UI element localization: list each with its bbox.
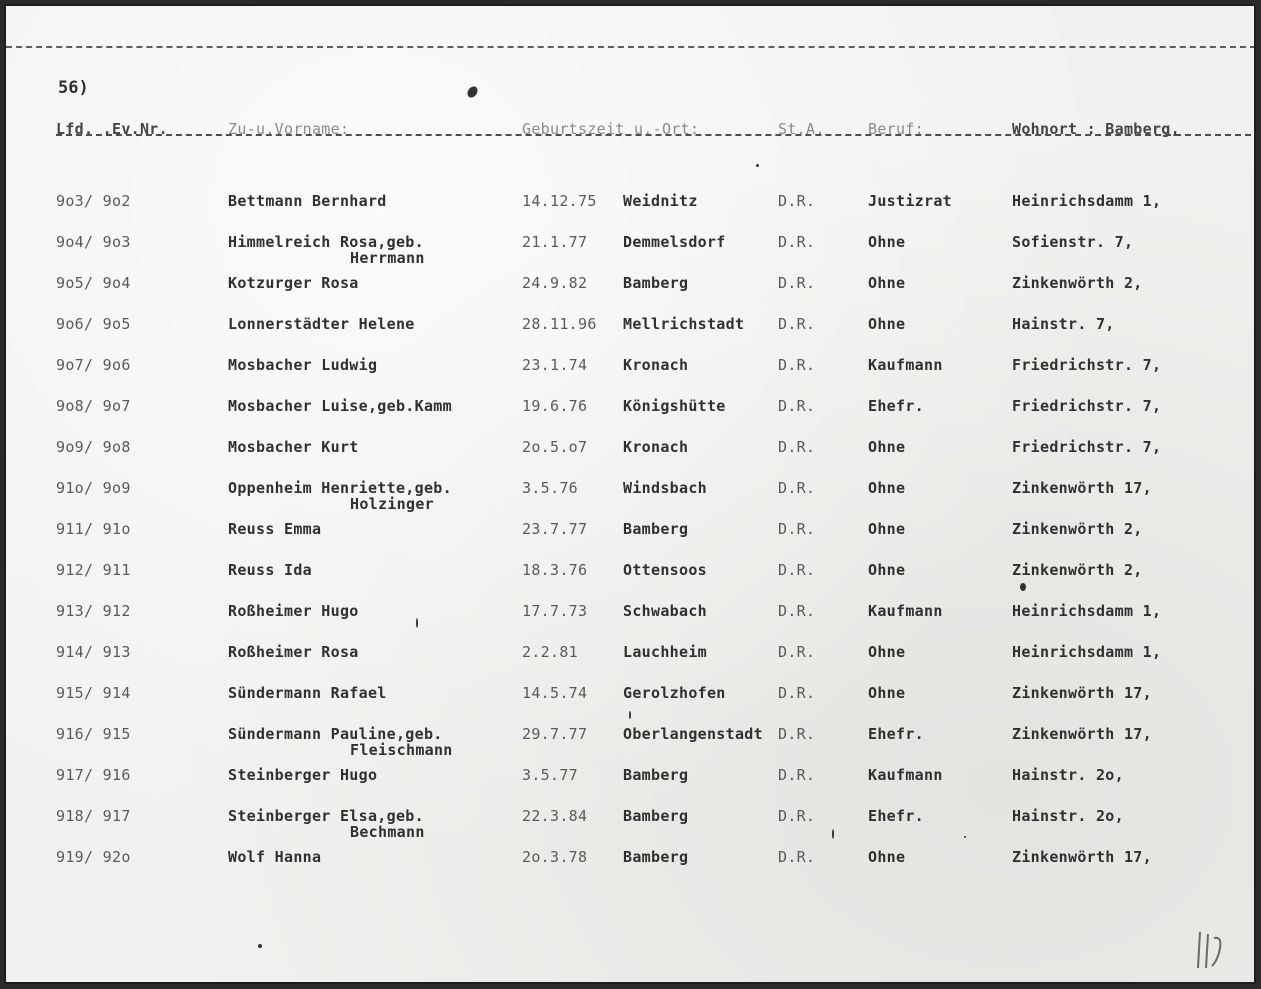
entry-birth-date-text: 19.6.76 xyxy=(522,397,588,415)
entry-citizenship-text: D.R. xyxy=(778,274,816,292)
entry-birth-place-text: Schwabach xyxy=(623,602,707,620)
entry-name-text: Reuss Emma xyxy=(228,520,322,538)
entry-citizenship xyxy=(778,520,815,538)
entry-birth-place xyxy=(623,561,707,579)
entry-address xyxy=(1012,397,1161,415)
entry-birth-place-text: Gerolzhofen xyxy=(623,684,726,702)
entry-name-text: Himmelreich Rosa,geb. xyxy=(228,233,424,251)
table-row xyxy=(6,561,1256,601)
entry-citizenship xyxy=(778,356,815,374)
entry-birth-date-text: 29.7.77 xyxy=(522,725,588,743)
entry-occupation-text: Ohne xyxy=(868,684,906,702)
entry-birth-date xyxy=(522,438,587,456)
entry-birth-place xyxy=(623,643,707,661)
entry-birth-date xyxy=(522,356,587,374)
entry-address-text: Heinrichsdamm 1, xyxy=(1012,192,1162,210)
entry-name xyxy=(228,315,415,333)
table-row xyxy=(6,315,1256,355)
entry-occupation-text: Ohne xyxy=(868,479,906,497)
entry-name-text: Lonnerstädter Helene xyxy=(228,315,415,333)
header-nr: Lfd. .Ev.Nr. xyxy=(56,120,168,138)
entry-number-text: 9o6/ 9o5 xyxy=(56,315,131,333)
entry-birth-date xyxy=(522,520,587,538)
entry-name-text: Mosbacher Luise,geb.Kamm xyxy=(228,397,452,415)
entry-birth-place-text: Oberlangenstadt xyxy=(623,725,763,743)
page-number: 56) xyxy=(58,78,89,98)
entry-name xyxy=(228,438,359,456)
entry-maiden-name: Fleischmann xyxy=(350,741,453,759)
entry-occupation-text: Ohne xyxy=(868,520,906,538)
entry-citizenship-text: D.R. xyxy=(778,520,816,538)
entry-birth-date-text: 3.5.76 xyxy=(522,479,578,497)
entry-name-text: Roßheimer Rosa xyxy=(228,643,359,661)
entry-maiden-name: Holzinger xyxy=(350,495,434,513)
entry-name-text: Bettmann Bernhard xyxy=(228,192,387,210)
entry-birth-place-text: Bamberg xyxy=(623,807,689,825)
entry-birth-place-text: Bamberg xyxy=(623,274,689,292)
entry-birth-date-text: 2o.5.o7 xyxy=(522,438,588,456)
entry-birth-place-text: Windsbach xyxy=(623,479,707,497)
entry-birth-place xyxy=(623,848,688,866)
entry-birth-date xyxy=(522,233,587,251)
entry-number-text: 919/ 92o xyxy=(56,848,131,866)
entry-address-text: Friedrichstr. 7, xyxy=(1012,438,1162,456)
table-row xyxy=(6,807,1256,847)
entry-number xyxy=(56,725,131,743)
entry-occupation-text: Ehefr. xyxy=(868,725,924,743)
entry-citizenship xyxy=(778,766,815,784)
entry-number xyxy=(56,192,131,210)
entry-citizenship xyxy=(778,725,815,743)
entry-citizenship xyxy=(778,561,815,579)
entry-birth-place-text: Bamberg xyxy=(623,520,689,538)
entry-birth-date xyxy=(522,725,587,743)
entry-occupation xyxy=(868,725,924,743)
entry-address xyxy=(1012,315,1115,333)
entry-number xyxy=(56,274,131,292)
speck xyxy=(756,164,759,167)
table-row xyxy=(6,233,1256,273)
entry-name-text: Reuss Ida xyxy=(228,561,312,579)
entry-name xyxy=(228,766,377,784)
entry-birth-date xyxy=(522,274,587,292)
table-row xyxy=(6,602,1256,642)
entry-address-text: Friedrichstr. 7, xyxy=(1012,356,1162,374)
entry-birth-place-text: Königshütte xyxy=(623,397,726,415)
entry-name xyxy=(228,848,321,866)
entry-occupation xyxy=(868,315,905,333)
header-sta: St.A. xyxy=(778,120,825,138)
entry-address-text: Heinrichsdamm 1, xyxy=(1012,643,1162,661)
entry-number-text: 913/ 912 xyxy=(56,602,131,620)
table-row xyxy=(6,643,1256,683)
entry-number xyxy=(56,807,131,825)
entry-citizenship xyxy=(778,315,815,333)
entry-number xyxy=(56,479,131,497)
entry-occupation-text: Ohne xyxy=(868,848,906,866)
entry-occupation-text: Ehefr. xyxy=(868,397,924,415)
entry-address xyxy=(1012,602,1161,620)
entry-number-text: 9o9/ 9o8 xyxy=(56,438,131,456)
entry-address xyxy=(1012,561,1143,579)
entry-birth-date xyxy=(522,766,578,784)
entry-birth-date xyxy=(522,807,587,825)
entry-address xyxy=(1012,356,1161,374)
entry-occupation xyxy=(868,848,905,866)
entry-occupation-text: Ohne xyxy=(868,438,906,456)
entry-address-text: Zinkenwörth 2, xyxy=(1012,274,1143,292)
entry-name xyxy=(228,561,312,579)
table-row xyxy=(6,274,1256,314)
entry-birth-place xyxy=(623,766,688,784)
entry-address xyxy=(1012,643,1161,661)
speck xyxy=(629,711,631,719)
header-name: Zu-u.Vorname: xyxy=(228,120,350,138)
entry-number-text: 9o7/ 9o6 xyxy=(56,356,131,374)
entry-citizenship xyxy=(778,602,815,620)
entry-citizenship xyxy=(778,438,815,456)
entry-name xyxy=(228,192,387,210)
table-row xyxy=(6,479,1256,519)
entry-citizenship xyxy=(778,397,815,415)
entry-occupation xyxy=(868,766,943,784)
entry-address-text: Hainstr. 2o, xyxy=(1012,807,1124,825)
entry-name-text: Mosbacher Ludwig xyxy=(228,356,378,374)
table-row xyxy=(6,766,1256,806)
entry-address-text: Heinrichsdamm 1, xyxy=(1012,602,1162,620)
entry-birth-place-text: Mellrichstadt xyxy=(623,315,745,333)
entry-birth-date xyxy=(522,479,578,497)
entry-number-text: 9o8/ 9o7 xyxy=(56,397,131,415)
entry-citizenship xyxy=(778,643,815,661)
entry-birth-place-text: Weidnitz xyxy=(623,192,698,210)
entry-birth-place xyxy=(623,684,726,702)
entry-birth-place-text: Lauchheim xyxy=(623,643,707,661)
entry-birth-place-text: Ottensoos xyxy=(623,561,707,579)
entry-citizenship xyxy=(778,274,815,292)
entry-address xyxy=(1012,725,1152,743)
entry-birth-place xyxy=(623,356,688,374)
entry-citizenship-text: D.R. xyxy=(778,561,816,579)
entry-birth-date-text: 2o.3.78 xyxy=(522,848,588,866)
entry-number xyxy=(56,643,131,661)
entry-birth-place xyxy=(623,438,688,456)
entry-name xyxy=(228,397,452,415)
entry-birth-place xyxy=(623,602,707,620)
entry-birth-date-text: 21.1.77 xyxy=(522,233,588,251)
entry-citizenship-text: D.R. xyxy=(778,725,816,743)
entry-birth-date xyxy=(522,561,587,579)
table-row xyxy=(6,192,1256,232)
entry-address xyxy=(1012,274,1143,292)
entry-birth-place xyxy=(623,725,763,743)
entry-citizenship-text: D.R. xyxy=(778,315,816,333)
entry-birth-place xyxy=(623,233,726,251)
entry-address xyxy=(1012,192,1161,210)
entry-name-text: Wolf Hanna xyxy=(228,848,322,866)
entry-address xyxy=(1012,848,1152,866)
entry-occupation xyxy=(868,397,924,415)
entry-address-text: Zinkenwörth 17, xyxy=(1012,848,1152,866)
entry-birth-date xyxy=(522,848,587,866)
entry-occupation xyxy=(868,684,905,702)
entry-citizenship-text: D.R. xyxy=(778,643,816,661)
entry-birth-date xyxy=(522,602,587,620)
entry-occupation xyxy=(868,356,943,374)
entry-birth-place xyxy=(623,274,688,292)
register-table xyxy=(6,6,1256,984)
entry-citizenship xyxy=(778,848,815,866)
entry-number xyxy=(56,684,131,702)
table-row xyxy=(6,684,1256,724)
entry-number-text: 915/ 914 xyxy=(56,684,131,702)
entry-birth-place-text: Bamberg xyxy=(623,766,689,784)
entry-birth-date-text: 2.2.81 xyxy=(522,643,578,661)
entry-number-text: 9o3/ 9o2 xyxy=(56,192,131,210)
entry-name-text: Mosbacher Kurt xyxy=(228,438,359,456)
entry-address-text: Zinkenwörth 17, xyxy=(1012,479,1152,497)
entry-name xyxy=(228,725,453,759)
entry-birth-date-text: 3.5.77 xyxy=(522,766,578,784)
entry-birth-date-text: 18.3.76 xyxy=(522,561,588,579)
entry-name xyxy=(228,807,425,841)
entry-citizenship-text: D.R. xyxy=(778,479,816,497)
entry-address xyxy=(1012,807,1124,825)
entry-name xyxy=(228,602,359,620)
entry-number xyxy=(56,315,131,333)
entry-birth-date xyxy=(522,192,597,210)
entry-number-text: 914/ 913 xyxy=(56,643,131,661)
entry-number-text: 917/ 916 xyxy=(56,766,131,784)
entry-address xyxy=(1012,684,1152,702)
entry-occupation xyxy=(868,520,905,538)
entry-birth-place xyxy=(623,520,688,538)
entry-name xyxy=(228,356,377,374)
entry-name xyxy=(228,479,452,513)
entry-birth-date xyxy=(522,397,587,415)
entry-citizenship-text: D.R. xyxy=(778,233,816,251)
entry-birth-place-text: Kronach xyxy=(623,356,689,374)
document-sheet xyxy=(4,4,1256,984)
entry-maiden-name: Herrmann xyxy=(350,249,425,267)
entry-birth-place xyxy=(623,192,698,210)
speck xyxy=(258,944,262,948)
entry-birth-date-text: 22.3.84 xyxy=(522,807,588,825)
entry-address-text: Hainstr. 7, xyxy=(1012,315,1115,333)
entry-name xyxy=(228,274,359,292)
entry-name xyxy=(228,233,425,267)
entry-birth-place-text: Demmelsdorf xyxy=(623,233,726,251)
entry-occupation xyxy=(868,274,905,292)
entry-birth-date-text: 23.7.77 xyxy=(522,520,588,538)
entry-number-text: 9o5/ 9o4 xyxy=(56,274,131,292)
entry-address xyxy=(1012,479,1152,497)
entry-birth-date-text: 17.7.73 xyxy=(522,602,588,620)
entry-address-text: Zinkenwörth 2, xyxy=(1012,561,1143,579)
entry-name xyxy=(228,684,387,702)
entry-number-text: 912/ 911 xyxy=(56,561,131,579)
entry-occupation xyxy=(868,438,905,456)
speck xyxy=(416,618,418,628)
entry-citizenship-text: D.R. xyxy=(778,397,816,415)
entry-birth-date xyxy=(522,684,587,702)
entry-address xyxy=(1012,766,1124,784)
entry-address-text: Zinkenwörth 2, xyxy=(1012,520,1143,538)
entry-birth-place xyxy=(623,807,688,825)
entry-number xyxy=(56,520,131,538)
entry-citizenship-text: D.R. xyxy=(778,192,816,210)
entry-number xyxy=(56,397,131,415)
entry-address-text: Sofienstr. 7, xyxy=(1012,233,1134,251)
entry-citizenship-text: D.R. xyxy=(778,848,816,866)
entry-citizenship xyxy=(778,192,815,210)
speck xyxy=(832,829,834,839)
entry-number xyxy=(56,766,131,784)
entry-occupation-text: Ohne xyxy=(868,315,906,333)
entry-name xyxy=(228,520,321,538)
header-beruf: Beruf: xyxy=(868,120,924,138)
table-row xyxy=(6,520,1256,560)
entry-occupation-text: Ehefr. xyxy=(868,807,924,825)
entry-citizenship-text: D.R. xyxy=(778,766,816,784)
entry-citizenship xyxy=(778,479,815,497)
entry-address-text: Zinkenwörth 17, xyxy=(1012,684,1152,702)
entry-occupation xyxy=(868,561,905,579)
table-row xyxy=(6,356,1256,396)
entry-birth-date xyxy=(522,643,578,661)
speck xyxy=(964,836,966,838)
entry-citizenship-text: D.R. xyxy=(778,684,816,702)
entry-name-text: Steinberger Elsa,geb. xyxy=(228,807,424,825)
entry-citizenship xyxy=(778,684,815,702)
entry-number-text: 918/ 917 xyxy=(56,807,131,825)
header-birth: Geburtszeit u.-Ort: xyxy=(522,120,700,138)
entry-number xyxy=(56,438,131,456)
entry-birth-date xyxy=(522,315,597,333)
entry-address-text: Friedrichstr. 7, xyxy=(1012,397,1162,415)
entry-address-text: Zinkenwörth 17, xyxy=(1012,725,1152,743)
entry-occupation-text: Ohne xyxy=(868,233,906,251)
entry-occupation xyxy=(868,602,943,620)
entry-address xyxy=(1012,438,1161,456)
table-row xyxy=(6,848,1256,888)
entry-occupation xyxy=(868,233,905,251)
table-row xyxy=(6,397,1256,437)
entry-name xyxy=(228,643,359,661)
entry-birth-place-text: Kronach xyxy=(623,438,689,456)
entry-citizenship-text: D.R. xyxy=(778,807,816,825)
entry-name-text: Sündermann Pauline,geb. xyxy=(228,725,443,743)
entry-birth-date-text: 14.5.74 xyxy=(522,684,588,702)
entry-address-text: Hainstr. 2o, xyxy=(1012,766,1124,784)
entry-birth-place xyxy=(623,479,707,497)
entry-occupation xyxy=(868,192,952,210)
entry-birth-date-text: 28.11.96 xyxy=(522,315,597,333)
entry-birth-place xyxy=(623,397,726,415)
entry-citizenship-text: D.R. xyxy=(778,602,816,620)
speck xyxy=(1020,583,1026,591)
entry-occupation-text: Justizrat xyxy=(868,192,952,210)
entry-number xyxy=(56,848,131,866)
entry-number xyxy=(56,233,131,251)
entry-occupation-text: Ohne xyxy=(868,643,906,661)
entry-occupation-text: Ohne xyxy=(868,561,906,579)
entry-occupation xyxy=(868,479,905,497)
entry-maiden-name: Bechmann xyxy=(350,823,425,841)
entry-citizenship-text: D.R. xyxy=(778,356,816,374)
entry-number xyxy=(56,602,131,620)
entry-number xyxy=(56,356,131,374)
handwritten-mark-icon xyxy=(1192,928,1228,972)
header-wohnort: Wohnort : Bamberg, xyxy=(1012,120,1180,138)
entry-name-text: Roßheimer Hugo xyxy=(228,602,359,620)
entry-citizenship-text: D.R. xyxy=(778,438,816,456)
entry-birth-date-text: 23.1.74 xyxy=(522,356,588,374)
entry-name-text: Oppenheim Henriette,geb. xyxy=(228,479,452,497)
entry-birth-date-text: 14.12.75 xyxy=(522,192,597,210)
entry-birth-place xyxy=(623,315,744,333)
entry-occupation-text: Kaufmann xyxy=(868,356,943,374)
entry-number-text: 91o/ 9o9 xyxy=(56,479,131,497)
entry-number-text: 911/ 91o xyxy=(56,520,131,538)
entry-number xyxy=(56,561,131,579)
entry-occupation-text: Kaufmann xyxy=(868,766,943,784)
entry-birth-date-text: 24.9.82 xyxy=(522,274,588,292)
entry-address xyxy=(1012,520,1143,538)
entry-name-text: Sündermann Rafael xyxy=(228,684,387,702)
entry-citizenship xyxy=(778,807,815,825)
entry-occupation-text: Ohne xyxy=(868,274,906,292)
entry-occupation xyxy=(868,807,924,825)
entry-birth-place-text: Bamberg xyxy=(623,848,689,866)
entry-name-text: Steinberger Hugo xyxy=(228,766,378,784)
entry-occupation xyxy=(868,643,905,661)
entry-number-text: 9o4/ 9o3 xyxy=(56,233,131,251)
entry-number-text: 916/ 915 xyxy=(56,725,131,743)
entry-occupation-text: Kaufmann xyxy=(868,602,943,620)
table-row xyxy=(6,725,1256,765)
entry-citizenship xyxy=(778,233,815,251)
entry-address xyxy=(1012,233,1133,251)
entry-name-text: Kotzurger Rosa xyxy=(228,274,359,292)
table-row xyxy=(6,438,1256,478)
